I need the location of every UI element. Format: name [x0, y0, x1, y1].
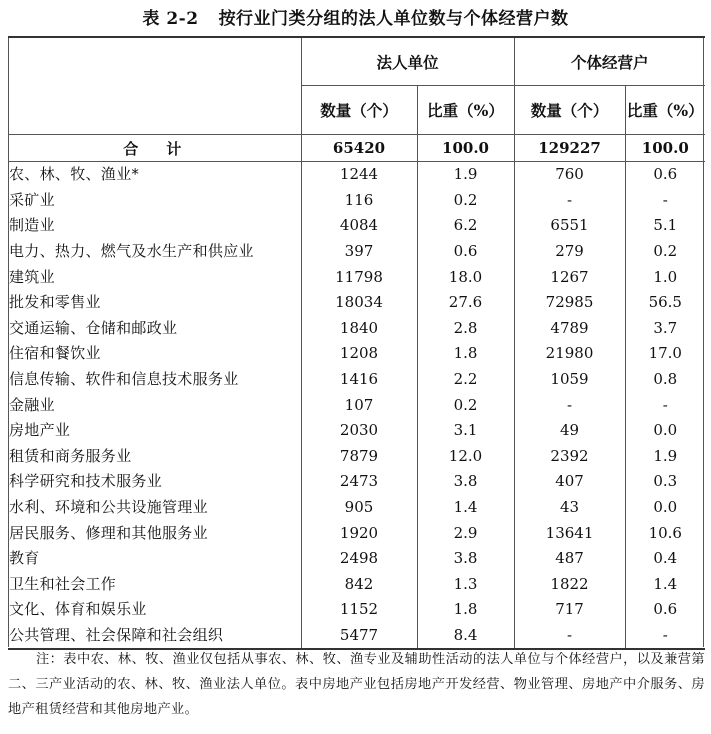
row-ind-ratio: - [662, 190, 668, 209]
total-ind-ratio: 100.0 [625, 135, 705, 162]
header-individual-households: 个体经营户 [514, 37, 705, 86]
table-row [8, 341, 705, 367]
table-row [8, 623, 705, 650]
row-legal-count: 1208 [301, 341, 417, 367]
row-legal-count: 2030 [301, 418, 417, 444]
row-legal-ratio: 18.0 [417, 264, 514, 290]
table-title [0, 6, 711, 32]
row-legal-count: 397 [301, 239, 417, 265]
row-legal-ratio: 0.2 [417, 392, 514, 418]
table-row [8, 188, 705, 214]
row-ind-ratio: 1.4 [653, 574, 678, 593]
row-legal-count: 1244 [301, 162, 417, 188]
row-ind-count: 72985 [514, 290, 625, 316]
row-industry-name: 农、林、牧、渔业* [8, 162, 301, 188]
row-legal-count: 2498 [301, 546, 417, 572]
row-legal-ratio: 3.1 [417, 418, 514, 444]
row-ind-ratio: 0.3 [653, 472, 678, 491]
row-legal-count: 2473 [301, 469, 417, 495]
row-ind-count: 717 [514, 597, 625, 623]
row-ind-count: 21980 [514, 341, 625, 367]
row-legal-ratio: 0.6 [417, 239, 514, 265]
row-industry-name: 公共管理、社会保障和社会组织 [8, 623, 301, 650]
row-ind-ratio: 10.6 [648, 523, 682, 542]
row-industry-name: 电力、热力、燃气及水生产和供应业 [8, 239, 301, 265]
row-ind-ratio: 17.0 [648, 344, 682, 363]
row-legal-ratio: 1.4 [417, 495, 514, 521]
table-row [8, 418, 705, 444]
row-ind-count: 13641 [514, 520, 625, 546]
row-industry-name: 卫生和社会工作 [8, 572, 301, 598]
row-legal-ratio: 1.8 [417, 597, 514, 623]
row-industry-name: 教育 [8, 546, 301, 572]
row-legal-count: 1152 [301, 597, 417, 623]
row-industry-name: 采矿业 [8, 188, 301, 214]
row-ind-count: 6551 [514, 213, 625, 239]
row-industry-name: 制造业 [8, 213, 301, 239]
row-legal-count: 842 [301, 572, 417, 598]
row-ind-count: - [514, 623, 625, 650]
table-caption: 按行业门类分组的法人单位数与个体经营户数 [218, 9, 569, 29]
row-ind-ratio: 0.6 [653, 165, 678, 184]
statistics-table [8, 36, 705, 650]
table-row [8, 392, 705, 418]
row-ind-ratio: 0.0 [653, 498, 678, 517]
row-ind-ratio: 56.5 [648, 293, 682, 312]
row-industry-name: 租赁和商务服务业 [8, 444, 301, 470]
row-legal-count: 18034 [301, 290, 417, 316]
row-ind-ratio: 0.6 [653, 600, 678, 619]
row-legal-ratio: 3.8 [417, 546, 514, 572]
row-industry-name: 科学研究和技术服务业 [8, 469, 301, 495]
row-industry-name: 建筑业 [8, 264, 301, 290]
row-ind-ratio: 3.7 [653, 318, 678, 337]
row-legal-count: 1416 [301, 367, 417, 393]
row-industry-name: 房地产业 [8, 418, 301, 444]
row-ind-count: 2392 [514, 444, 625, 470]
row-legal-count: 107 [301, 392, 417, 418]
table-row [8, 546, 705, 572]
row-ind-count: 49 [514, 418, 625, 444]
header-legal-units: 法人单位 [301, 37, 514, 86]
row-legal-count: 4084 [301, 213, 417, 239]
table-row [8, 367, 705, 393]
row-legal-count: 905 [301, 495, 417, 521]
row-industry-name: 金融业 [8, 392, 301, 418]
table-row [8, 213, 705, 239]
row-industry-name: 居民服务、修理和其他服务业 [8, 520, 301, 546]
row-ind-count: 1822 [514, 572, 625, 598]
row-industry-name: 交通运输、仓储和邮政业 [8, 316, 301, 342]
row-ind-ratio: - [662, 395, 668, 414]
row-ind-count: - [514, 392, 625, 418]
row-ind-count: 760 [514, 162, 625, 188]
row-legal-ratio: 1.3 [417, 572, 514, 598]
row-ind-count: 1267 [514, 264, 625, 290]
table-row [8, 469, 705, 495]
row-legal-count: 1920 [301, 520, 417, 546]
table-row [8, 572, 705, 598]
row-ind-count: 4789 [514, 316, 625, 342]
table-row [8, 162, 705, 188]
row-legal-ratio: 8.4 [417, 623, 514, 650]
row-legal-ratio: 2.2 [417, 367, 514, 393]
row-ind-count: 43 [514, 495, 625, 521]
row-legal-ratio: 12.0 [417, 444, 514, 470]
row-legal-ratio: 1.8 [417, 341, 514, 367]
row-industry-name: 批发和零售业 [8, 290, 301, 316]
row-industry-name: 住宿和餐饮业 [8, 341, 301, 367]
row-ind-ratio: 0.8 [653, 370, 678, 389]
header-legal-count: 数量（个） [301, 86, 417, 135]
row-ind-count: - [514, 188, 625, 214]
table-row [8, 264, 705, 290]
row-industry-name: 信息传输、软件和信息技术服务业 [8, 367, 301, 393]
row-legal-ratio: 0.2 [417, 188, 514, 214]
row-legal-ratio: 6.2 [417, 213, 514, 239]
table-row [8, 520, 705, 546]
stub-header [8, 37, 301, 135]
row-legal-count: 5477 [301, 623, 417, 650]
row-legal-ratio: 1.9 [417, 162, 514, 188]
total-label: 合计 [8, 135, 301, 162]
table-row [8, 316, 705, 342]
row-ind-ratio: 1.9 [653, 446, 678, 465]
row-legal-ratio: 2.8 [417, 316, 514, 342]
header-legal-ratio: 比重（%） [417, 86, 514, 135]
row-legal-ratio: 27.6 [417, 290, 514, 316]
row-ind-ratio: 5.1 [653, 216, 678, 235]
row-legal-count: 116 [301, 188, 417, 214]
row-ind-count: 1059 [514, 367, 625, 393]
row-legal-ratio: 2.9 [417, 520, 514, 546]
row-legal-count: 7879 [301, 444, 417, 470]
row-ind-count: 487 [514, 546, 625, 572]
header-ind-ratio: 比重（%） [625, 86, 705, 135]
total-ind-count: 129227 [514, 135, 625, 162]
total-legal-count: 65420 [301, 135, 417, 162]
row-ind-count: 279 [514, 239, 625, 265]
table-row [8, 495, 705, 521]
row-legal-ratio: 3.8 [417, 469, 514, 495]
row-ind-count: 407 [514, 469, 625, 495]
row-ind-ratio: - [625, 623, 705, 650]
header-row-group [8, 37, 705, 86]
total-legal-ratio: 100.0 [417, 135, 514, 162]
row-ind-ratio: 0.2 [653, 242, 678, 261]
table-number: 表 2-2 [142, 9, 199, 29]
row-ind-ratio: 0.4 [653, 549, 678, 568]
header-ind-count: 数量（个） [514, 86, 625, 135]
row-industry-name: 水利、环境和公共设施管理业 [8, 495, 301, 521]
row-ind-ratio: 1.0 [653, 267, 678, 286]
table-row [8, 444, 705, 470]
table-row [8, 290, 705, 316]
row-legal-count: 11798 [301, 264, 417, 290]
row-industry-name: 文化、体育和娱乐业 [8, 597, 301, 623]
row-legal-count: 1840 [301, 316, 417, 342]
table-row [8, 597, 705, 623]
table-row [8, 239, 705, 265]
row-ind-ratio: 0.0 [653, 421, 678, 440]
total-row [8, 135, 705, 162]
table-footnote: 注：表中农、林、牧、渔业仅包括从事农、林、牧、渔专业及辅助性活动的法人单位与个体经营户，以及兼营第二、三产业活动的农、林、牧、渔业法人单位。表中房地产业包括房地产开发经营、物业管理、房地产中介服务、房地产租赁经营和其他房地产业。 [8, 652, 705, 717]
